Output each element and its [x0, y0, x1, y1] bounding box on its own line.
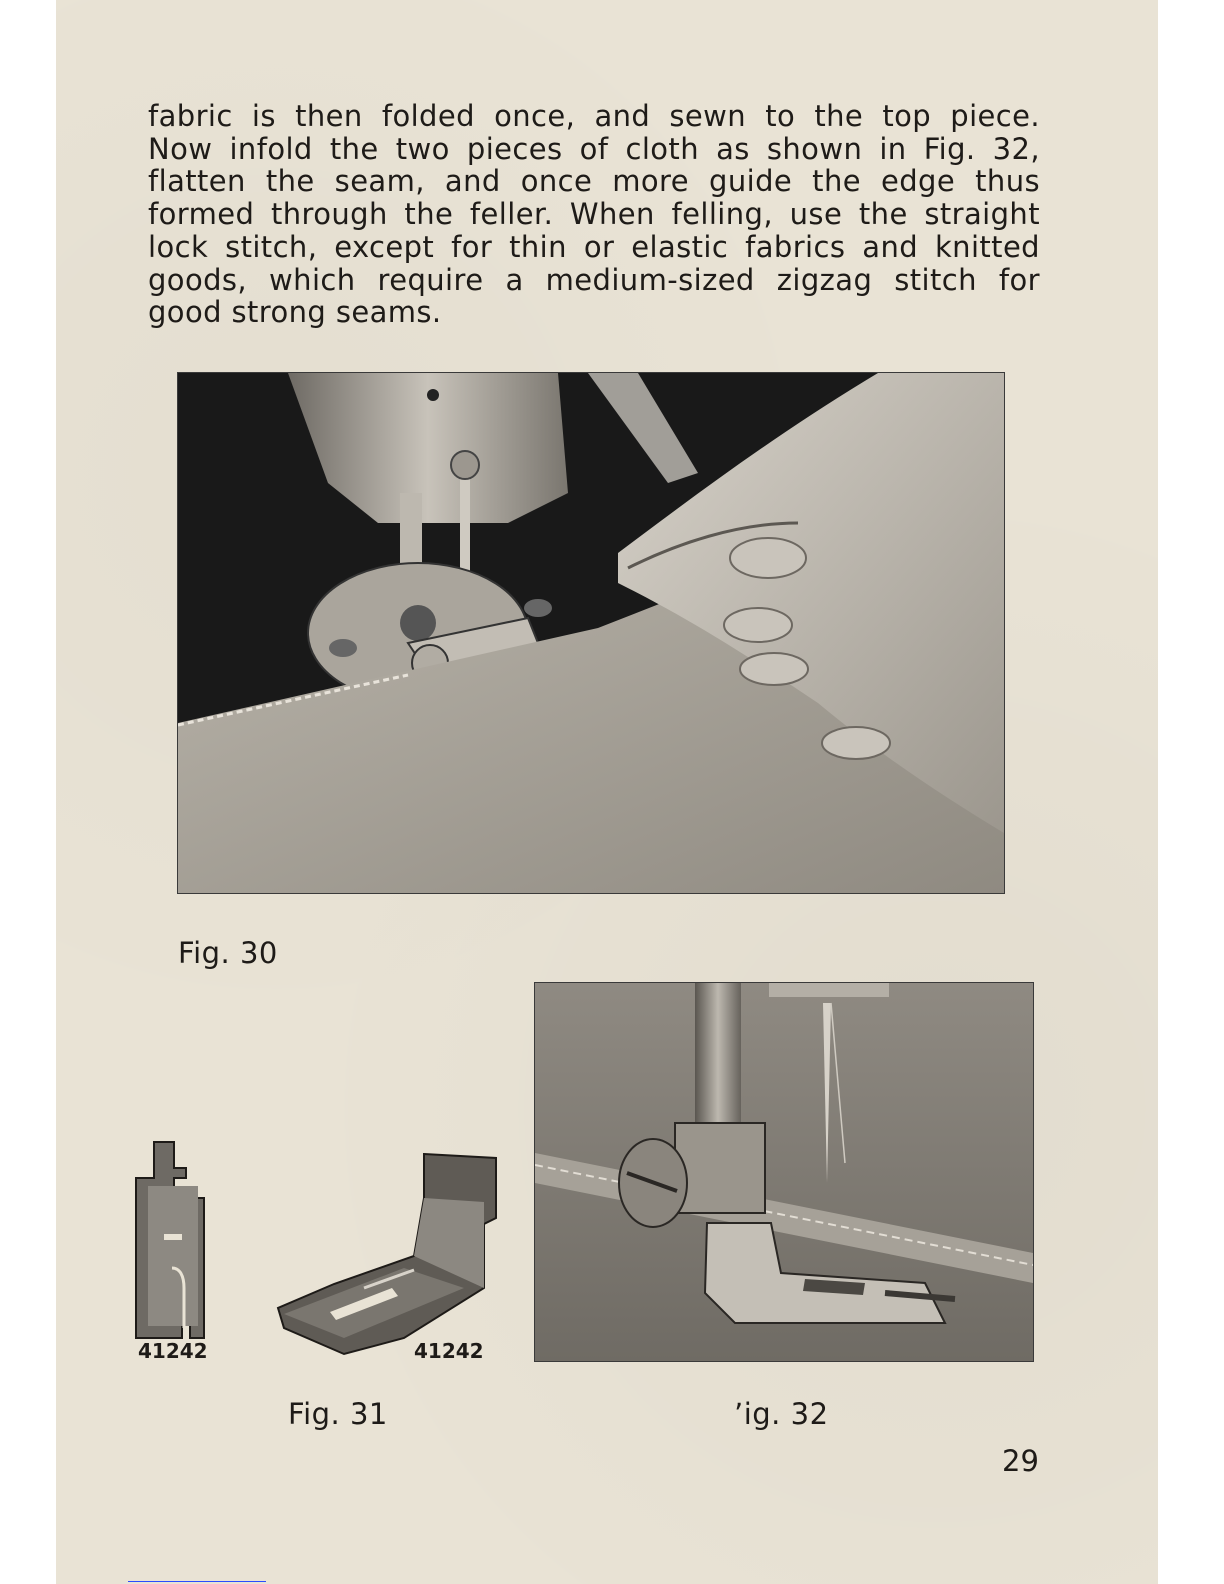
body-paragraph — [148, 100, 1040, 329]
foot-side-illustration — [134, 1138, 212, 1348]
body-line: Now infold the two pieces of cloth as shown in Fig. 32, — [148, 131, 1040, 166]
fig30-caption: Fig. 30 — [178, 936, 278, 970]
body-line: flatten the seam, and once more guide the edge thus — [148, 164, 1040, 199]
manual-page — [56, 0, 1158, 1584]
fig32-caption: ʼig. 32 — [734, 1397, 829, 1431]
fig31-part-number-right: 41242 — [414, 1339, 484, 1363]
fig32-photo — [534, 982, 1034, 1362]
fig32-illustration — [535, 983, 1033, 1361]
body-line: fabric is then folded once, and sewn to the top piece. — [148, 99, 1040, 133]
foot-perspective-illustration — [274, 1138, 500, 1364]
body-line: goods, which require a medium-sized zigzag stitch for — [148, 262, 1040, 297]
fig31-caption: Fig. 31 — [288, 1397, 388, 1431]
body-line: formed through the feller. When felling, use the straight — [148, 197, 1040, 232]
page-number: 29 — [1002, 1444, 1039, 1478]
fig30-illustration — [178, 373, 1004, 893]
body-line: good strong seams. — [148, 295, 442, 330]
fig31-foot-side-view — [134, 1138, 212, 1348]
fig31-foot-perspective-view — [274, 1138, 500, 1364]
body-line: lock stitch, except for thin or elastic fabrics and knitted — [148, 229, 1040, 264]
footer-link-underline[interactable] — [128, 1581, 266, 1582]
fig31-part-number-left: 41242 — [138, 1339, 208, 1363]
fig30-photo — [177, 372, 1005, 894]
